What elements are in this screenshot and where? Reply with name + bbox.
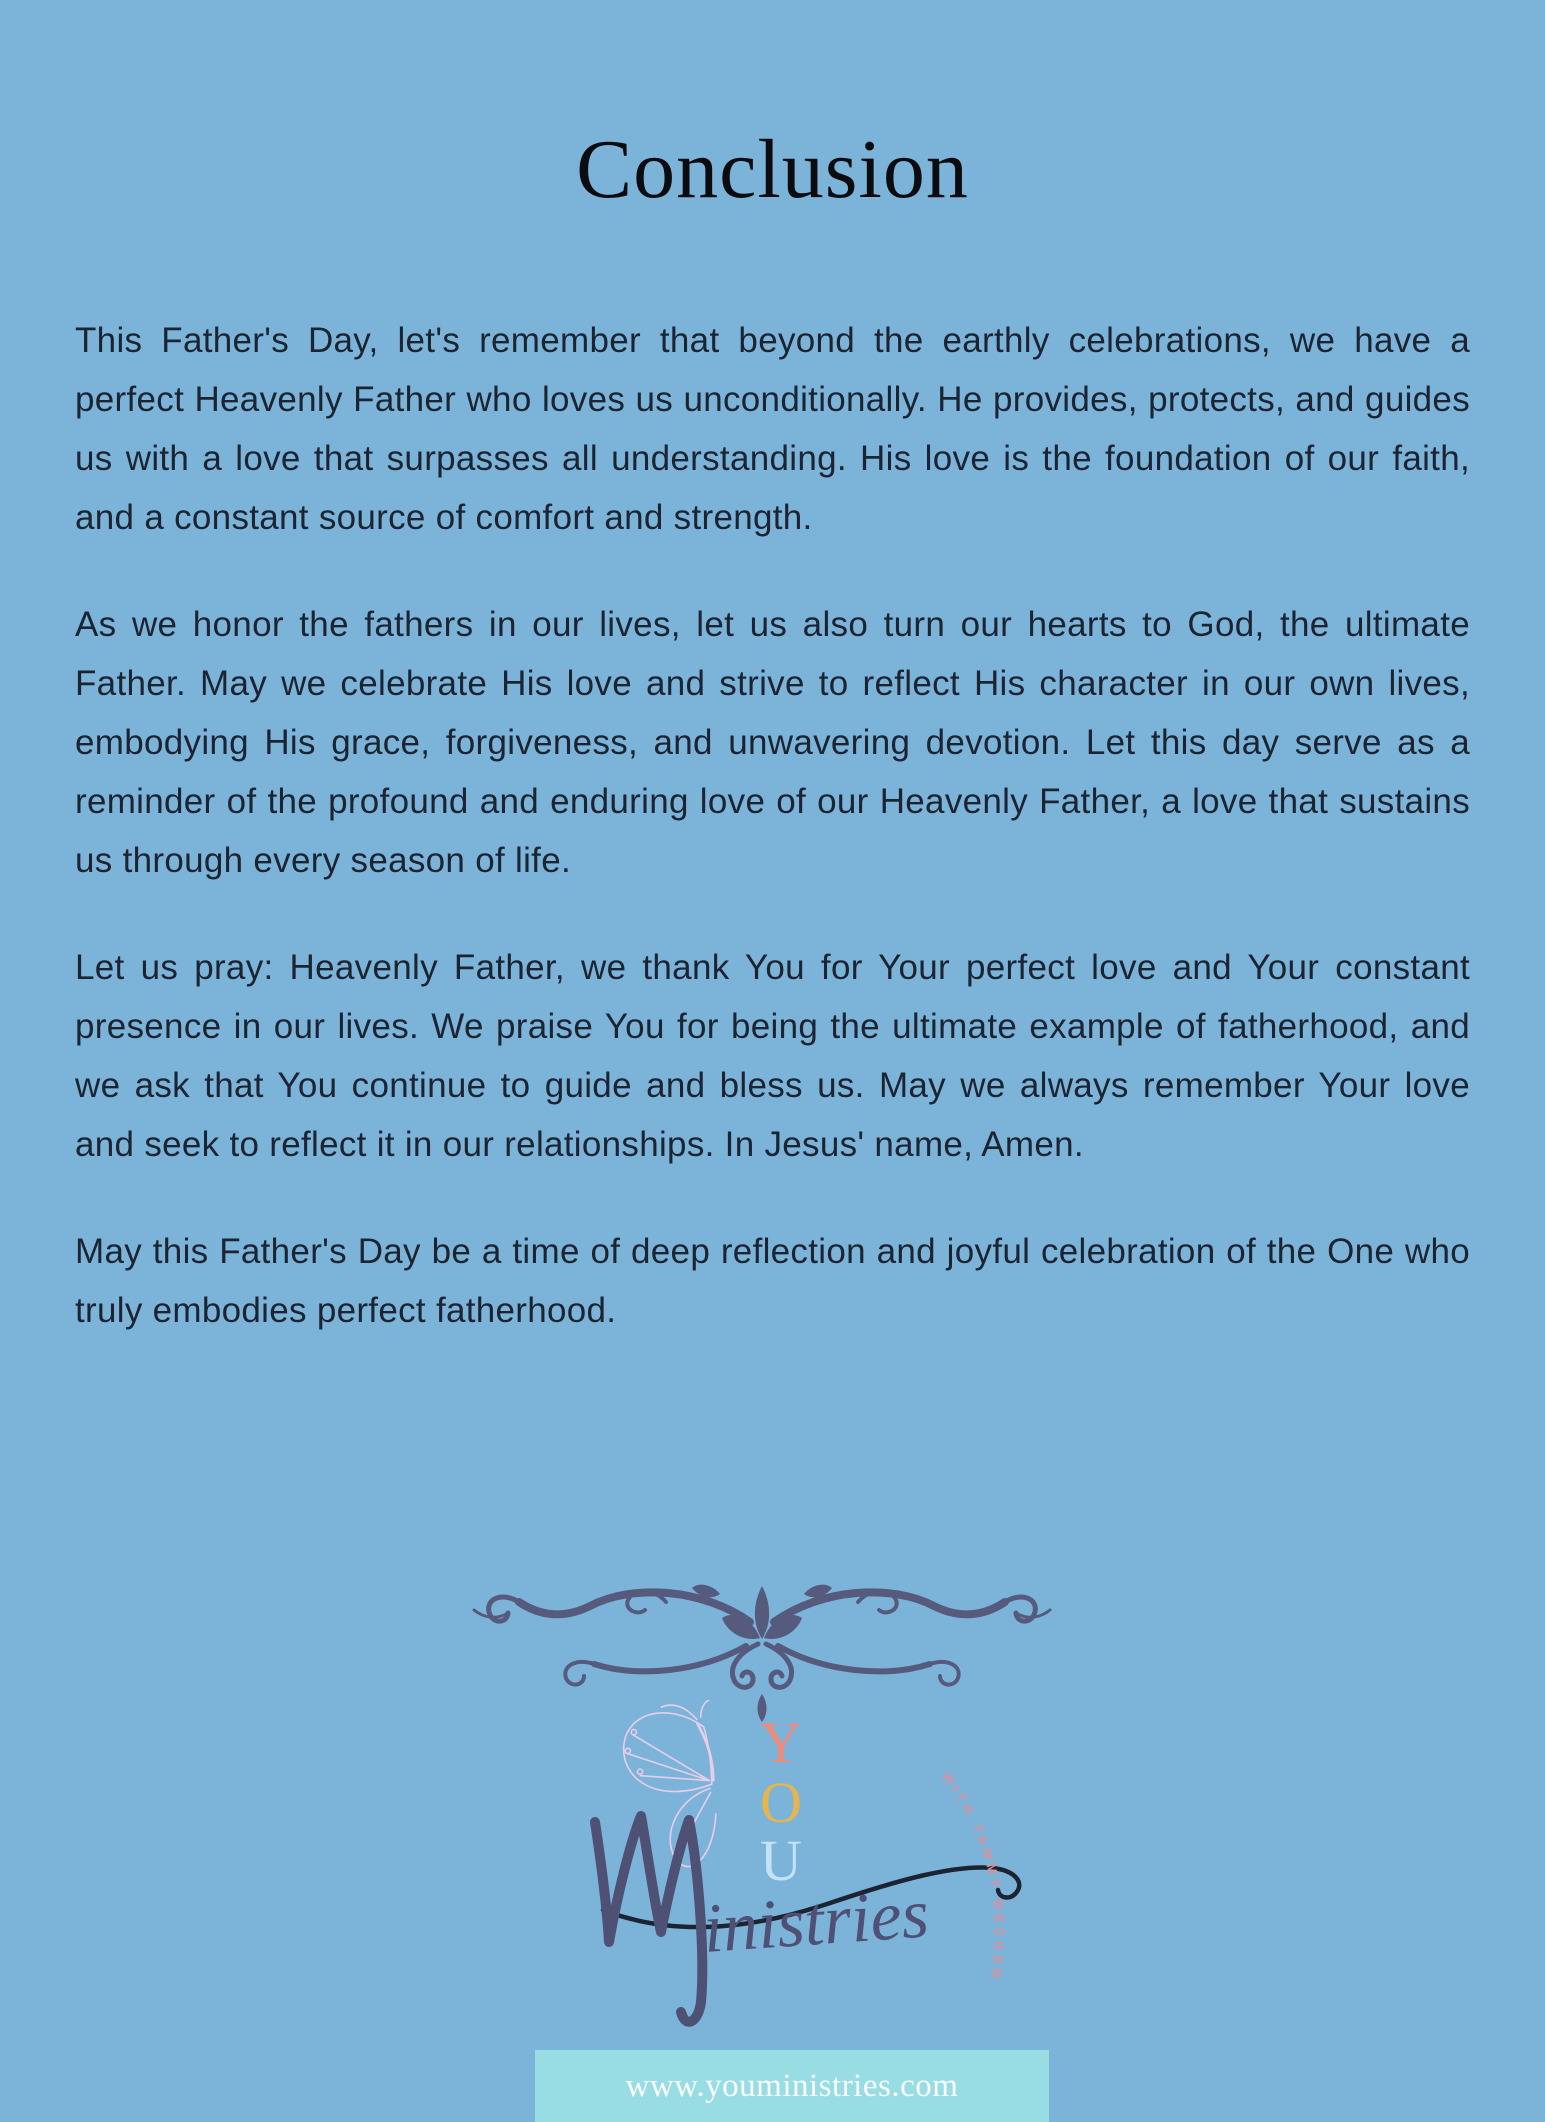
body-text [75,311,1470,1340]
footer-url[interactable]: www.youministries.com [625,2068,959,2104]
footer-bar [535,2050,1049,2122]
logo-letter-u: U [760,1828,802,1893]
page [0,122,1545,2122]
logo-m-icon [595,1816,702,2022]
logo [585,1700,1055,2032]
paragraph: As we honor the fathers in our lives, let us also turn our hearts to God, the ultimate Father. May we celebrate His love and strive to reflect His character in our own lives, embodying His grace, forgiveness, and unwavering devotion. Let this day serve as a reminder of the profound and enduring love of our Heavenly Father, a love that sustains us through every season of life. [75,604,1470,880]
paragraph: May this Father's Day be a time of deep reflection and joyful celebration of the One who truly embodies perfect fatherhood. [75,1231,1470,1330]
paragraph: Let us pray: Heavenly Father, we thank You for Your perfect love and Your constant presence in our lives. We praise You for being the ultimate example of fatherhood, and we ask that You continue to guide and bless us. May we always remember Your love and seek to reflect it in our relationships. In Jesus' name, Amen. [75,947,1470,1164]
paragraph: This Father's Day, let's remember that beyond the earthly celebrations, we have a perfect Heavenly Father who loves us unconditionally. He provides, protects, and guides us with a love that surpasses all understanding. His love is the foundation of our faith, and a constant source of comfort and strength. [75,320,1470,537]
logo-letter-o: O [760,1770,802,1835]
page-title: Conclusion [576,123,969,216]
logo-graphic [585,1700,1055,2032]
logo-letter-y: Y [760,1710,802,1775]
svg-text:WITH TAMMY BECKER: WITH TAMMY BECKER [938,1768,1008,1984]
logo-wordmark: inistries [700,1875,932,1968]
logo-tagline-arc [939,1769,1007,1998]
